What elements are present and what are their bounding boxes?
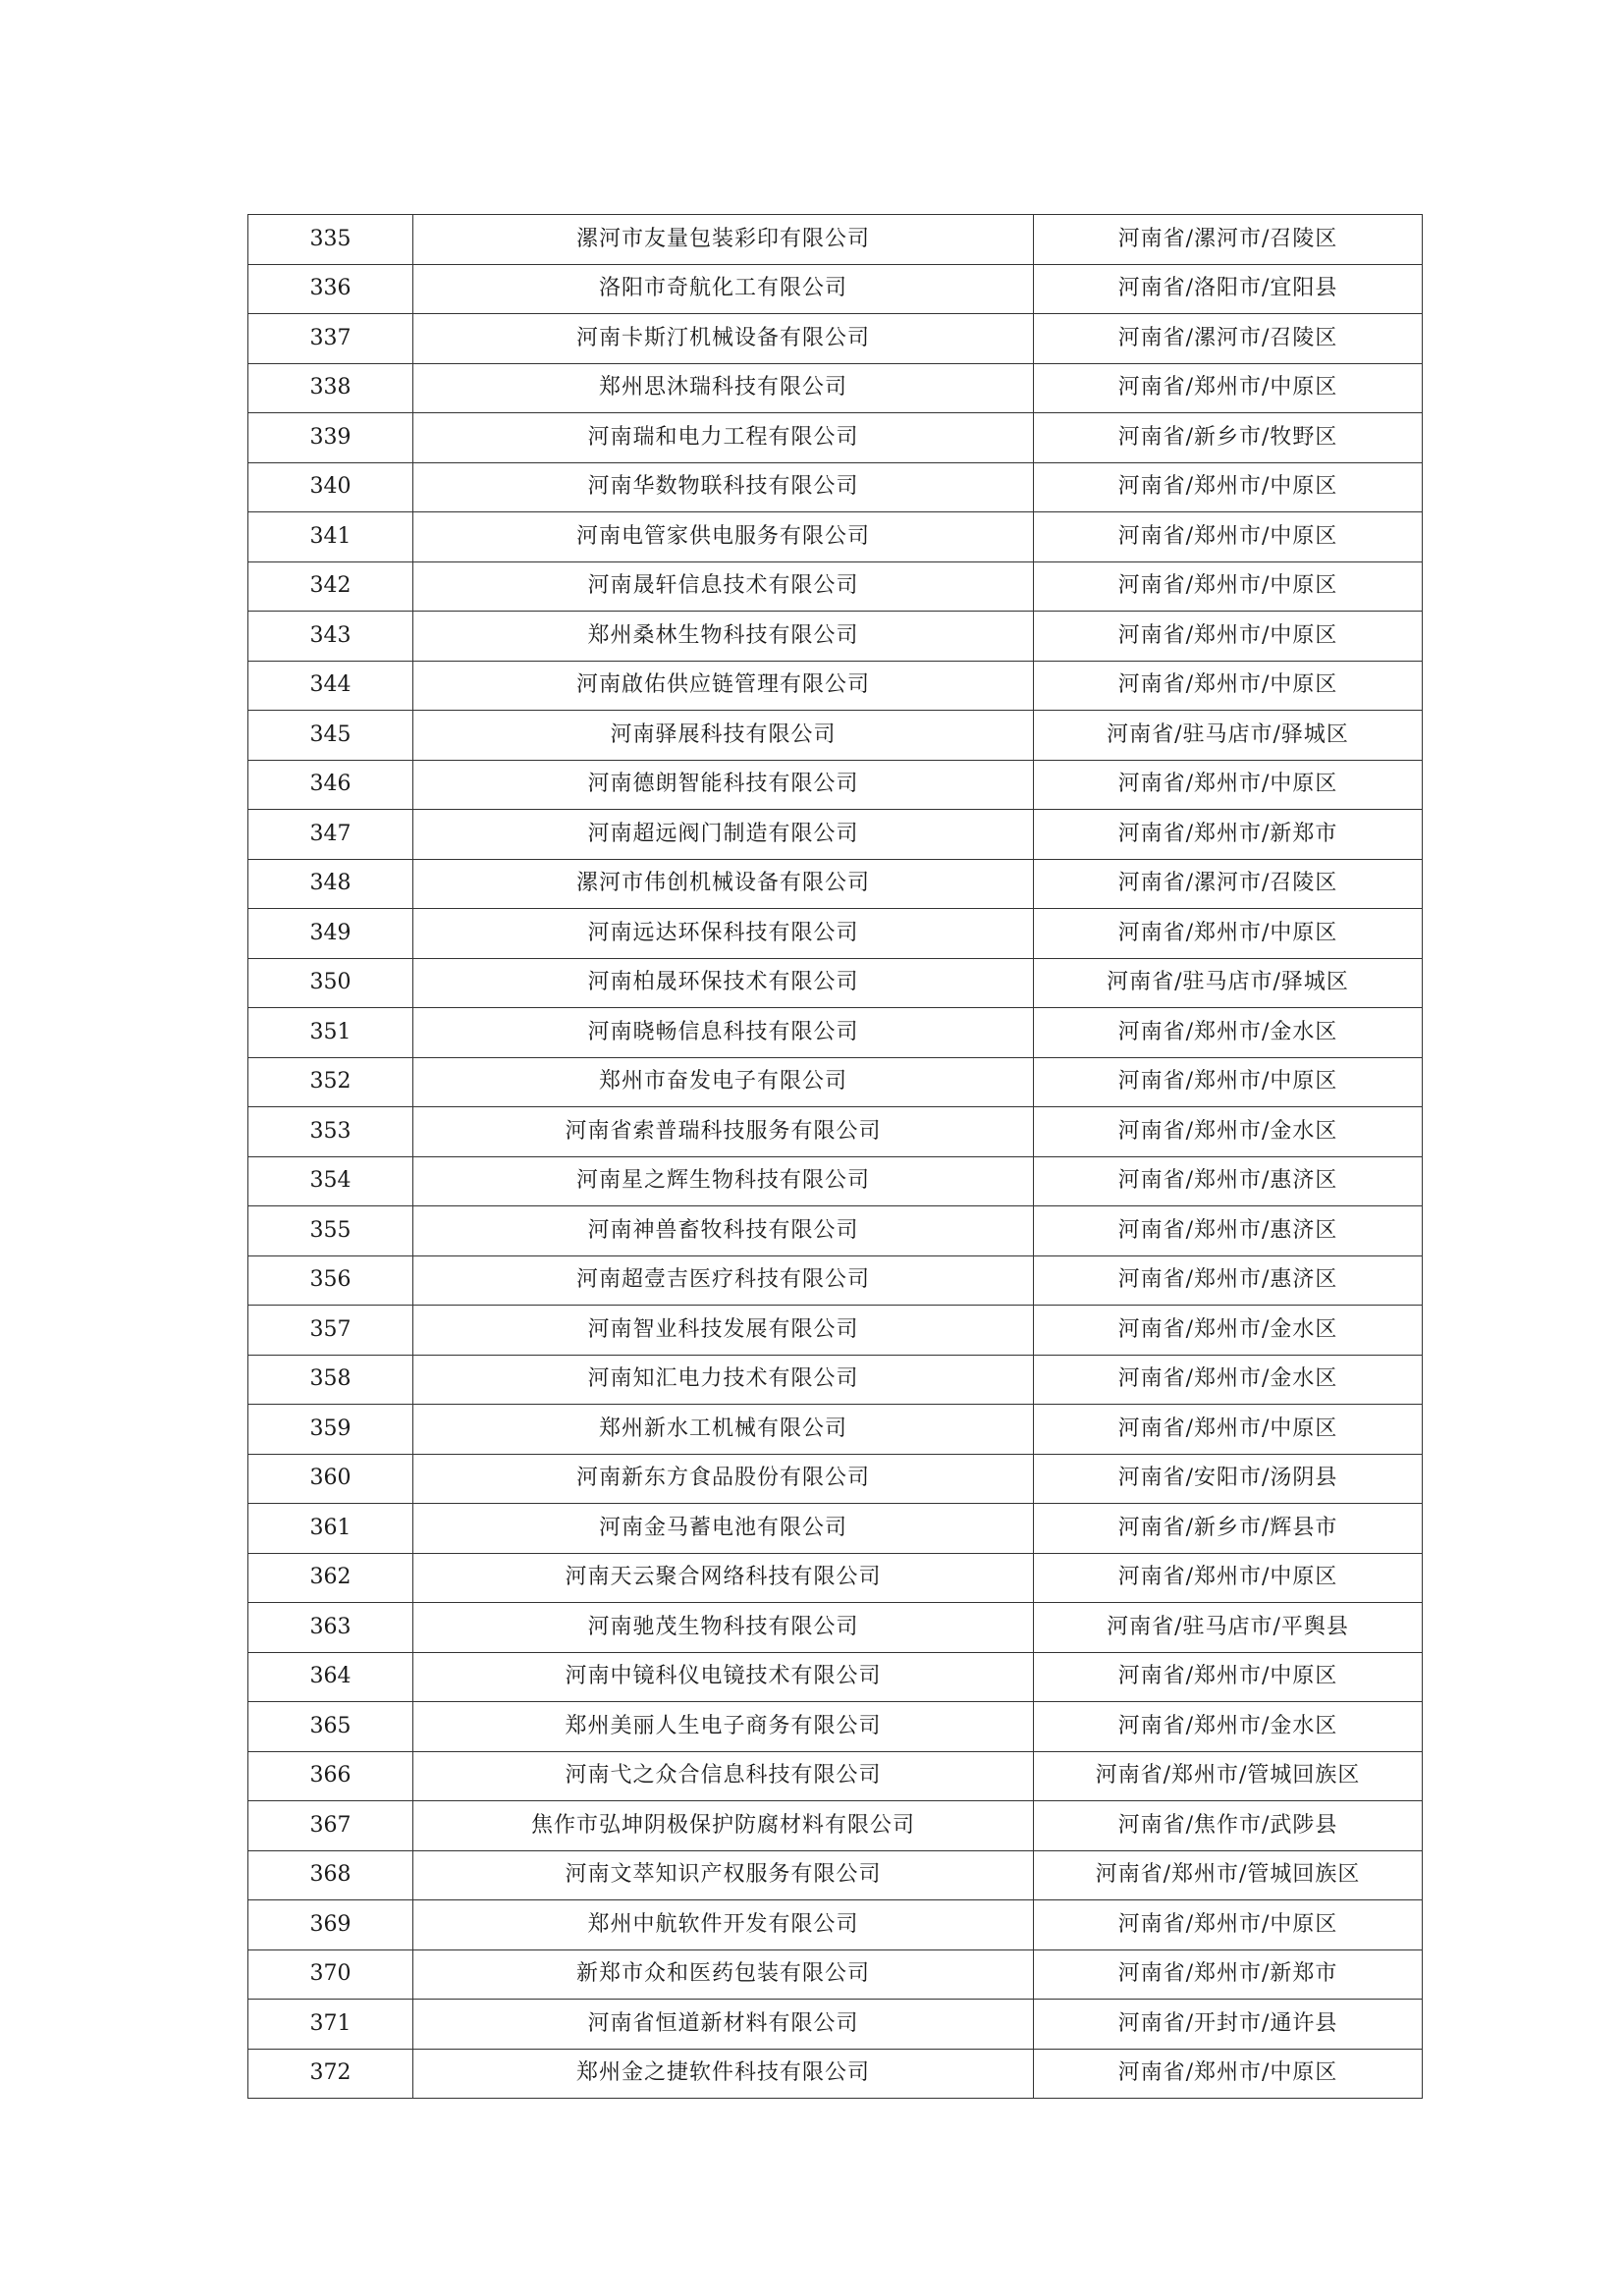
- table-row: [248, 413, 1423, 463]
- table-row: [248, 1553, 1423, 1603]
- company-name-cell: 河南超壹吉医疗科技有限公司: [413, 1255, 1034, 1306]
- company-name-cell: 焦作市弘坤阴极保护防腐材料有限公司: [413, 1801, 1034, 1851]
- region-cell: 河南省/郑州市/中原区: [1034, 512, 1423, 562]
- row-number-cell: 356: [248, 1255, 413, 1306]
- row-number-cell: 354: [248, 1156, 413, 1206]
- table-row: [248, 1801, 1423, 1851]
- table-row: [248, 1949, 1423, 2000]
- region-cell: 河南省/郑州市/管城回族区: [1034, 1751, 1423, 1801]
- company-name-cell: 河南晟轩信息技术有限公司: [413, 561, 1034, 612]
- region-cell: 河南省/郑州市/中原区: [1034, 1553, 1423, 1603]
- company-name-cell: 河南知汇电力技术有限公司: [413, 1355, 1034, 1405]
- table-row: [248, 1504, 1423, 1554]
- row-number-cell: 364: [248, 1652, 413, 1702]
- table-row: [248, 1652, 1423, 1702]
- table-row: [248, 958, 1423, 1008]
- region-cell: 河南省/郑州市/新郑市: [1034, 810, 1423, 860]
- row-number-cell: 346: [248, 760, 413, 810]
- table-row: [248, 661, 1423, 711]
- table-row: [248, 859, 1423, 909]
- region-cell: 河南省/郑州市/中原区: [1034, 1057, 1423, 1107]
- row-number-cell: 338: [248, 363, 413, 413]
- table-row: [248, 314, 1423, 364]
- company-name-cell: 河南天云聚合网络科技有限公司: [413, 1553, 1034, 1603]
- company-name-cell: 河南弋之众合信息科技有限公司: [413, 1751, 1034, 1801]
- table-row: [248, 363, 1423, 413]
- row-number-cell: 358: [248, 1355, 413, 1405]
- row-number-cell: 345: [248, 711, 413, 761]
- table-row: [248, 1057, 1423, 1107]
- region-cell: 河南省/郑州市/金水区: [1034, 1306, 1423, 1356]
- table-row: [248, 711, 1423, 761]
- table-row: [248, 1751, 1423, 1801]
- table-row: [248, 264, 1423, 314]
- company-name-cell: 河南金马蓄电池有限公司: [413, 1504, 1034, 1554]
- region-cell: 河南省/漯河市/召陵区: [1034, 215, 1423, 265]
- region-cell: 河南省/郑州市/中原区: [1034, 1900, 1423, 1950]
- region-cell: 河南省/开封市/通许县: [1034, 2000, 1423, 2050]
- row-number-cell: 351: [248, 1008, 413, 1058]
- row-number-cell: 368: [248, 1850, 413, 1900]
- company-name-cell: 郑州金之捷软件科技有限公司: [413, 2049, 1034, 2099]
- region-cell: 河南省/新乡市/牧野区: [1034, 413, 1423, 463]
- row-number-cell: 366: [248, 1751, 413, 1801]
- company-name-cell: 河南卡斯汀机械设备有限公司: [413, 314, 1034, 364]
- table-row: [248, 1156, 1423, 1206]
- company-name-cell: 河南智业科技发展有限公司: [413, 1306, 1034, 1356]
- company-name-cell: 河南中镜科仪电镜技术有限公司: [413, 1652, 1034, 1702]
- company-name-cell: 河南瑞和电力工程有限公司: [413, 413, 1034, 463]
- region-cell: 河南省/漯河市/召陵区: [1034, 859, 1423, 909]
- region-cell: 河南省/郑州市/中原区: [1034, 462, 1423, 512]
- region-cell: 河南省/漯河市/召陵区: [1034, 314, 1423, 364]
- company-name-cell: 河南驰茂生物科技有限公司: [413, 1603, 1034, 1653]
- company-name-cell: 洛阳市奇航化工有限公司: [413, 264, 1034, 314]
- row-number-cell: 352: [248, 1057, 413, 1107]
- region-cell: 河南省/新乡市/辉县市: [1034, 1504, 1423, 1554]
- company-name-cell: 河南星之辉生物科技有限公司: [413, 1156, 1034, 1206]
- row-number-cell: 336: [248, 264, 413, 314]
- row-number-cell: 349: [248, 909, 413, 959]
- region-cell: 河南省/郑州市/金水区: [1034, 1355, 1423, 1405]
- row-number-cell: 348: [248, 859, 413, 909]
- table-body: [248, 215, 1423, 2099]
- table-row: [248, 512, 1423, 562]
- table-row: [248, 1107, 1423, 1157]
- region-cell: 河南省/郑州市/惠济区: [1034, 1206, 1423, 1256]
- row-number-cell: 363: [248, 1603, 413, 1653]
- region-cell: 河南省/洛阳市/宜阳县: [1034, 264, 1423, 314]
- region-cell: 河南省/郑州市/惠济区: [1034, 1156, 1423, 1206]
- table-row: [248, 561, 1423, 612]
- company-name-cell: 河南柏晟环保技术有限公司: [413, 958, 1034, 1008]
- table-row: [248, 1603, 1423, 1653]
- row-number-cell: 360: [248, 1454, 413, 1504]
- region-cell: 河南省/驻马店市/平舆县: [1034, 1603, 1423, 1653]
- table-row: [248, 1900, 1423, 1950]
- company-name-cell: 河南文萃知识产权服务有限公司: [413, 1850, 1034, 1900]
- table-row: [248, 2049, 1423, 2099]
- table-row: [248, 1355, 1423, 1405]
- company-name-cell: 郑州桑林生物科技有限公司: [413, 612, 1034, 662]
- row-number-cell: 342: [248, 561, 413, 612]
- company-name-cell: 河南远达环保科技有限公司: [413, 909, 1034, 959]
- company-name-cell: 郑州新水工机械有限公司: [413, 1405, 1034, 1455]
- row-number-cell: 350: [248, 958, 413, 1008]
- row-number-cell: 340: [248, 462, 413, 512]
- region-cell: 河南省/郑州市/金水区: [1034, 1702, 1423, 1752]
- company-name-cell: 河南华数物联科技有限公司: [413, 462, 1034, 512]
- region-cell: 河南省/郑州市/中原区: [1034, 561, 1423, 612]
- company-name-cell: 郑州美丽人生电子商务有限公司: [413, 1702, 1034, 1752]
- table-row: [248, 810, 1423, 860]
- region-cell: 河南省/郑州市/中原区: [1034, 661, 1423, 711]
- company-name-cell: 河南新东方食品股份有限公司: [413, 1454, 1034, 1504]
- table-row: [248, 215, 1423, 265]
- company-name-cell: 郑州市奋发电子有限公司: [413, 1057, 1034, 1107]
- table-row: [248, 1206, 1423, 1256]
- row-number-cell: 359: [248, 1405, 413, 1455]
- company-name-cell: 河南电管家供电服务有限公司: [413, 512, 1034, 562]
- region-cell: 河南省/郑州市/中原区: [1034, 363, 1423, 413]
- row-number-cell: 344: [248, 661, 413, 711]
- table-row: [248, 462, 1423, 512]
- row-number-cell: 370: [248, 1949, 413, 2000]
- table-row: [248, 1454, 1423, 1504]
- region-cell: 河南省/郑州市/金水区: [1034, 1107, 1423, 1157]
- company-name-cell: 河南啟佑供应链管理有限公司: [413, 661, 1034, 711]
- region-cell: 河南省/郑州市/中原区: [1034, 2049, 1423, 2099]
- row-number-cell: 365: [248, 1702, 413, 1752]
- row-number-cell: 361: [248, 1504, 413, 1554]
- company-name-cell: 河南晓畅信息科技有限公司: [413, 1008, 1034, 1058]
- company-name-cell: 河南省索普瑞科技服务有限公司: [413, 1107, 1034, 1157]
- company-name-cell: 郑州中航软件开发有限公司: [413, 1900, 1034, 1950]
- row-number-cell: 371: [248, 2000, 413, 2050]
- table-row: [248, 1008, 1423, 1058]
- table-row: [248, 1306, 1423, 1356]
- region-cell: 河南省/驻马店市/驿城区: [1034, 711, 1423, 761]
- region-cell: 河南省/焦作市/武陟县: [1034, 1801, 1423, 1851]
- row-number-cell: 339: [248, 413, 413, 463]
- row-number-cell: 347: [248, 810, 413, 860]
- company-name-cell: 河南省恒道新材料有限公司: [413, 2000, 1034, 2050]
- region-cell: 河南省/郑州市/中原区: [1034, 612, 1423, 662]
- region-cell: 河南省/驻马店市/驿城区: [1034, 958, 1423, 1008]
- region-cell: 河南省/郑州市/中原区: [1034, 1405, 1423, 1455]
- company-name-cell: 漯河市伟创机械设备有限公司: [413, 859, 1034, 909]
- row-number-cell: 372: [248, 2049, 413, 2099]
- region-cell: 河南省/郑州市/新郑市: [1034, 1949, 1423, 2000]
- row-number-cell: 341: [248, 512, 413, 562]
- row-number-cell: 362: [248, 1553, 413, 1603]
- table-row: [248, 1255, 1423, 1306]
- company-name-cell: 郑州思沐瑞科技有限公司: [413, 363, 1034, 413]
- region-cell: 河南省/郑州市/金水区: [1034, 1008, 1423, 1058]
- table-row: [248, 612, 1423, 662]
- table-row: [248, 760, 1423, 810]
- row-number-cell: 355: [248, 1206, 413, 1256]
- region-cell: 河南省/郑州市/中原区: [1034, 1652, 1423, 1702]
- region-cell: 河南省/郑州市/中原区: [1034, 760, 1423, 810]
- row-number-cell: 367: [248, 1801, 413, 1851]
- company-list-table: [247, 214, 1423, 2099]
- row-number-cell: 369: [248, 1900, 413, 1950]
- table-row: [248, 2000, 1423, 2050]
- region-cell: 河南省/郑州市/中原区: [1034, 909, 1423, 959]
- table-row: [248, 1405, 1423, 1455]
- company-name-cell: 河南德朗智能科技有限公司: [413, 760, 1034, 810]
- table-row: [248, 1702, 1423, 1752]
- region-cell: 河南省/郑州市/管城回族区: [1034, 1850, 1423, 1900]
- region-cell: 河南省/安阳市/汤阴县: [1034, 1454, 1423, 1504]
- row-number-cell: 343: [248, 612, 413, 662]
- row-number-cell: 357: [248, 1306, 413, 1356]
- row-number-cell: 335: [248, 215, 413, 265]
- row-number-cell: 353: [248, 1107, 413, 1157]
- region-cell: 河南省/郑州市/惠济区: [1034, 1255, 1423, 1306]
- company-name-cell: 河南神兽畜牧科技有限公司: [413, 1206, 1034, 1256]
- company-name-cell: 漯河市友量包装彩印有限公司: [413, 215, 1034, 265]
- company-name-cell: 新郑市众和医药包装有限公司: [413, 1949, 1034, 2000]
- table-row: [248, 1850, 1423, 1900]
- row-number-cell: 337: [248, 314, 413, 364]
- company-name-cell: 河南超远阀门制造有限公司: [413, 810, 1034, 860]
- company-name-cell: 河南驿展科技有限公司: [413, 711, 1034, 761]
- table-row: [248, 909, 1423, 959]
